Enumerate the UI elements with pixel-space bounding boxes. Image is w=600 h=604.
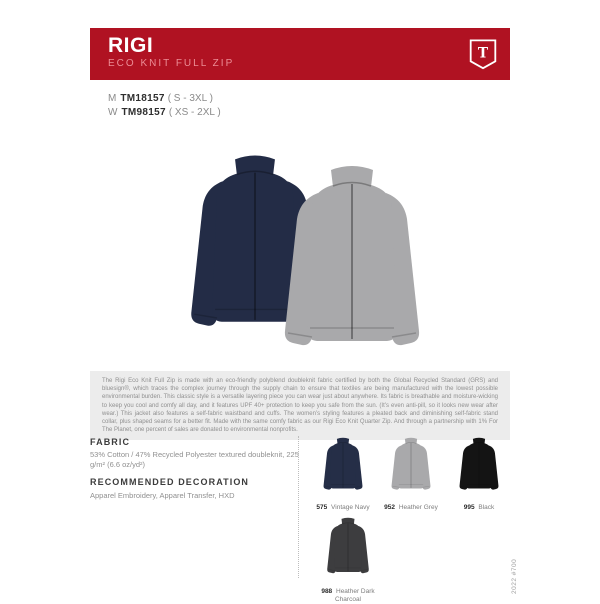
colorway-name: Heather Dark Charcoal [334, 588, 375, 603]
side-note: 2022 #700 [511, 558, 518, 594]
colorway-jacket-image [382, 431, 440, 503]
mens-style-code: TM18157 [120, 93, 165, 104]
colorway-code: 952 [384, 504, 396, 511]
mens-code-row [108, 92, 221, 106]
colorway-name: Heather Grey [397, 504, 438, 511]
fabric-details: 53% Cotton / 47% Recycled Polyester textured doubleknit, 225 g/m² (6.6 oz/yd²) [90, 450, 299, 469]
womens-style-code: TM98157 [121, 107, 166, 118]
brand-logo [469, 39, 497, 70]
colorway-name: Vintage Navy [329, 504, 370, 511]
colorway-name: Black [476, 504, 495, 511]
decoration-details: Apparel Embroidery, Apparel Transfer, HXD [90, 491, 235, 500]
product-description: The Rigi Eco Knit Full Zip is made with an eco-friendly polyblend doubleknit fabric certified by both the Global Recycled Standard (GRS) and bluesign®, which traces the complex journey through the supply chain to ensure that textiles are being manufactured with the lowest possible environmental burden. This classic style is a versatile layering piece you can wear just about anywhere. Its fabric is breathable and moisture-wicking to keep you cool and comfy all day, and it features UPF 40+ protection to keep you safe from the sun. (It’s even anti-pill, so it looks new wear after wear.) This jacket also features a self-fabric waistband and cuffs. The women’s styling features a pleated back and diminishing self-fabric stand collar, plus shaped seams for a better fit. Made with the same comfy fabric as our Rigi Eco Knit Quarter Zip. And through a partnership with 1% For The Planet, one percent of sales are donated to environmental nonprofits. [90, 371, 510, 440]
decoration-heading: RECOMMENDED DECORATION [90, 477, 250, 487]
colorway-code: 988 [321, 588, 333, 595]
product-subtitle: ECO KNIT FULL ZIP [108, 58, 235, 69]
colorway-label [384, 504, 438, 512]
colorway-code: 995 [463, 504, 475, 511]
product-codes [108, 92, 221, 120]
colorway-swatch [448, 431, 510, 512]
colorway-row-1 [312, 431, 510, 512]
mens-gender-label: M [108, 93, 117, 104]
hero-jacket-womens [252, 128, 452, 406]
womens-code-row [108, 106, 221, 120]
colorway-code: 575 [316, 504, 328, 511]
colorway-row-2 [312, 511, 384, 604]
colorway-label [312, 588, 384, 604]
colorway-swatch [312, 431, 374, 512]
colorway-jacket-image [314, 431, 372, 503]
dotted-divider [298, 436, 299, 578]
womens-size-range: ( XS - 2XL ) [168, 107, 221, 118]
colorway-swatch [380, 431, 442, 512]
brand-letter: T [477, 45, 489, 62]
mens-size-range: ( S - 3XL ) [167, 93, 213, 104]
colorway-label [464, 504, 495, 512]
header-banner [90, 28, 510, 80]
fabric-heading: FABRIC [90, 437, 131, 447]
colorway-swatch [312, 511, 384, 604]
womens-gender-label: W [108, 107, 118, 118]
product-title: RIGI [108, 34, 154, 57]
colorway-jacket-image [317, 511, 379, 587]
colorway-jacket-image [450, 431, 508, 503]
